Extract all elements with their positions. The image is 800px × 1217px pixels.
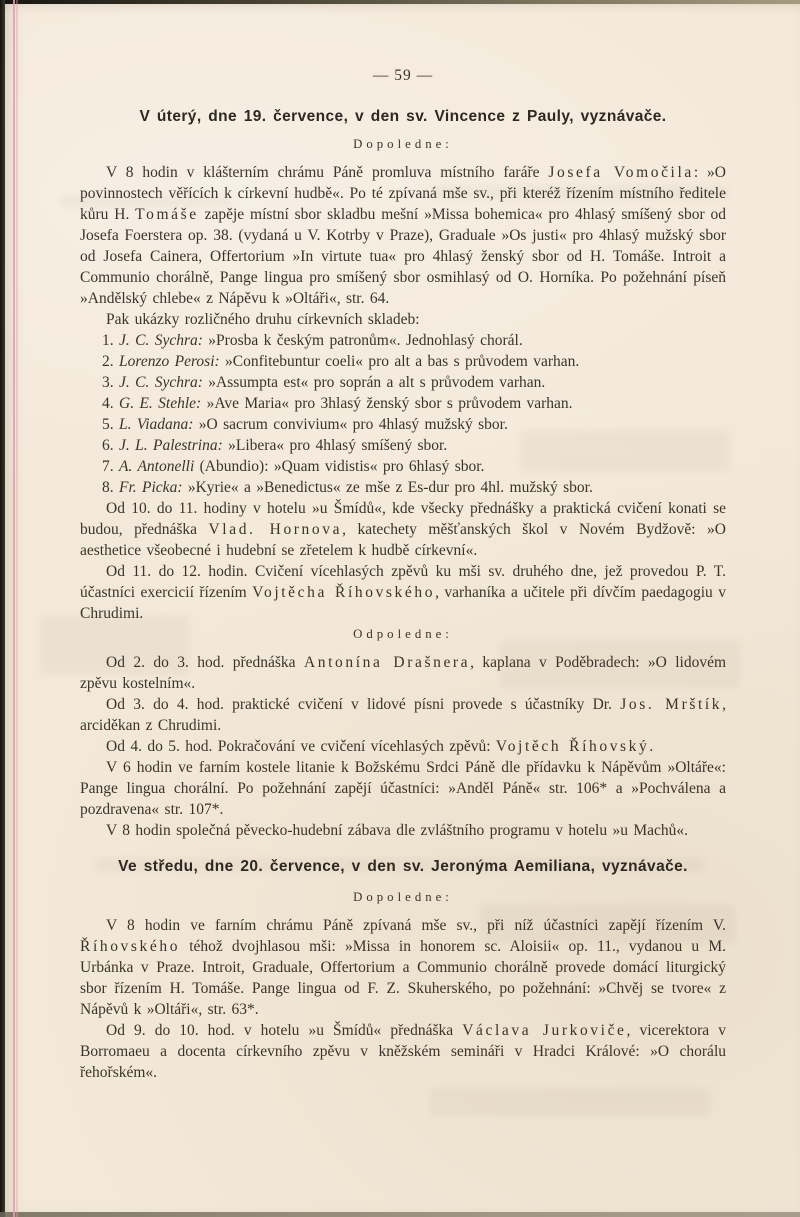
paragraph <box>80 162 726 309</box>
spaced-person-name: Vojtěch Říhovský <box>495 738 650 755</box>
paragraph <box>80 694 726 736</box>
composer-name: J. C. Sychra: <box>119 332 203 349</box>
spaced-person-name: Antonína Drašnera <box>303 654 471 671</box>
programme-list-item <box>80 351 726 372</box>
text-run: , arciděkan z Chrudimi. <box>80 696 726 734</box>
text-run: Od 9. do 10. hod. v hotelu »u Šmídů« přednáška <box>106 1022 463 1039</box>
spaced-person-name: Říhovského <box>80 938 181 955</box>
text-run: Pak ukázky rozličného druhu církevních skladeb: <box>106 311 420 328</box>
text-run: V 8 hodin v klášterním chrámu Páně promluva místního faráře <box>106 164 549 181</box>
paragraph <box>80 757 726 820</box>
text-run: V 6 hodin ve farním kostele litanie k Božskému Srdci Páně dle přídavku k Nápěvům »Oltáře«: Pange lingua chorální. Po požehnání zapějí účastníci: »Anděl Páně« str. 106* a »Pochválena a pozdravena« str. 107*. <box>80 759 726 818</box>
text-run: 3. <box>102 374 119 391</box>
composer-name: J. C. Sychra: <box>119 374 203 391</box>
programme-list-item <box>80 456 726 477</box>
scan-edge-bottom <box>0 1212 800 1217</box>
text-run: , varhaníka a učitele při dívčím paedagogiu v Chrudimi. <box>80 584 727 622</box>
time-of-day-subheading: Dopoledne: <box>353 890 453 904</box>
text-run: : »O povinnostech věřících k církevní hudbě«. Po té zpívaná mše sv., při kteréž řízením místního ředitele kůru H. <box>80 164 726 223</box>
text-run: »Libera« pro 4hlasý smíšený sbor. <box>222 437 448 454</box>
time-of-day-subheading: Dopoledne: <box>353 137 453 151</box>
composer-name: L. Viadana: <box>119 416 194 433</box>
paragraph <box>80 309 726 330</box>
text-run: 2. <box>102 353 119 370</box>
composer-name: A. Antonelli <box>119 458 195 475</box>
text-run: »Ave Maria« pro 3hlasý ženský sbor s průvodem varhan. <box>201 395 573 412</box>
spaced-person-name: Václava Jurkoviče <box>462 1022 627 1039</box>
paragraph <box>80 498 726 561</box>
spaced-person-name: Jos. Mrštík <box>620 696 723 713</box>
text-run: 1. <box>102 332 119 349</box>
spaced-person-name: Vlad. Hornova <box>208 521 343 538</box>
programme-list-item <box>80 330 726 351</box>
text-run: »Confitebuntur coeli« pro alt a bas s průvodem varhan. <box>219 353 580 370</box>
time-of-day-subheading: Odpoledne: <box>353 627 453 641</box>
composer-name: J. L. Palestrina: <box>119 437 223 454</box>
text-run: Od 2. do 3. hod. přednáška <box>106 654 304 671</box>
text-run: . <box>649 738 654 755</box>
text-run: , katechety měšťanských škol v Novém Bydžově: »O aesthetice všeobecné i hudební se zřetelem k hudbě církevní«. <box>80 521 726 559</box>
composer-name: Lorenzo Perosi: <box>119 353 220 370</box>
programme-list-item <box>80 393 726 414</box>
text-run: Od 10. do 11. hodiny v hotelu »u Šmídů«, kde všecky přednášky a praktická cvičení konati se budou, přednáška <box>80 500 726 538</box>
text-run: zapěje místní sbor skladbu mešní »Missa bohemica« pro 4hlasý smíšený sbor od Josefa Foerstera op. 38. (vydaná u V. Kotrby v Praze), Graduale »Os justi« pro 4hlasý mužský sbor od Josefa Cainera, Offertorium »In virtute tua« pro 4hlasý ženský sbor od H. Tomáše. Introit a Communio chorálně, Pange lingua pro smíšený sbor osmihlasý od O. Horníka. Po požehnání píseň »Andělský chlebe« z Nápěvu k »Oltáři«, str. 64. <box>80 206 727 307</box>
programme-list-item <box>80 435 726 456</box>
text-run: 4. <box>102 395 119 412</box>
text-run: , kaplana v Poděbradech: »O lidovém zpěvu kostelním«. <box>80 654 727 692</box>
text-run: 5. <box>102 416 119 433</box>
text-run: 7. <box>102 458 119 475</box>
text-run: »Kyrie« a »Benedictus« ze mše z Es-dur pro 4hl. mužský sbor. <box>182 479 593 496</box>
showthrough-smudge <box>430 1088 710 1116</box>
text-run: téhož dvojhlasou mši: »Missa in honorem sc. Aloisii« op. 11., vydanou u M. Urbánka v Praze. Introit, Graduale, Offertorium a Communio chorálně provede domácí liturgický sbor řízením H. Tomáše. Pange lingua od F. Z. Skuherského, po požehnání: »Chvěj se tvore« z Nápěvů k »Oltáři«, str. 63*. <box>80 938 726 1018</box>
spaced-person-name: Vojtěcha Říhovského <box>252 584 436 601</box>
text-run: V 8 hodin společná pěvecko-hudební zábava dle zvláštního programu v hotelu »u Machů«. <box>106 822 689 839</box>
text-run: (Abundio): »Quam vidistis« pro 6hlasý sbor. <box>194 458 485 475</box>
text-run: 6. <box>102 437 119 454</box>
day-heading: V úterý, dne 19. července, v den sv. Vincence z Pauly, vyznávače. <box>139 108 667 125</box>
text-run: »Prosba k českým patronům«. Jednohlasý chorál. <box>202 332 523 349</box>
composer-name: Fr. Picka: <box>119 479 183 496</box>
text-run: Od 3. do 4. hod. praktické cvičení v lidové písni provede s účastníky Dr. <box>106 696 621 713</box>
text-run: , vicerektora v Borromaeu a docenta církevního zpěvu v kněžském semináři v Hradci Králové: »O chorálu řehořském«. <box>80 1022 726 1081</box>
composer-name: G. E. Stehle: <box>119 395 202 412</box>
programme-list-item <box>80 414 726 435</box>
day-heading: Ve středu, dne 20. července, v den sv. Jeronýma Aemiliana, vyznávače. <box>118 858 688 875</box>
text-run: »O sacrum convivium« pro 4hlasý mužský sbor. <box>193 416 508 433</box>
paragraph <box>80 652 726 694</box>
paragraph <box>80 1020 726 1083</box>
paragraph <box>80 561 726 624</box>
spaced-person-name: Josefa Vomočila <box>548 164 694 181</box>
text-run: V 8 hodin ve farním chrámu Páně zpívaná mše sv., při níž účastníci zapějí řízením V. <box>106 917 726 934</box>
programme-list-item <box>80 372 726 393</box>
text-run: Od 4. do 5. hod. Pokračování ve cvičení vícehlasých zpěvů: <box>106 738 496 755</box>
programme-list-item <box>80 477 726 498</box>
text-run: Od 11. do 12. hodin. Cvičení vícehlasých zpěvů ku mši sv. druhého dne, jež provedou P. T. účastníci exercicií řízením <box>80 563 726 601</box>
page-number: — 59 — <box>372 67 434 84</box>
text-run: »Assumpta est« pro soprán a alt s průvodem varhan. <box>202 374 546 391</box>
paragraph <box>80 915 726 1020</box>
paragraph <box>80 736 726 757</box>
text-run: 8. <box>102 479 119 496</box>
paragraph <box>80 820 726 841</box>
spaced-person-name: Tomáše <box>135 206 199 223</box>
